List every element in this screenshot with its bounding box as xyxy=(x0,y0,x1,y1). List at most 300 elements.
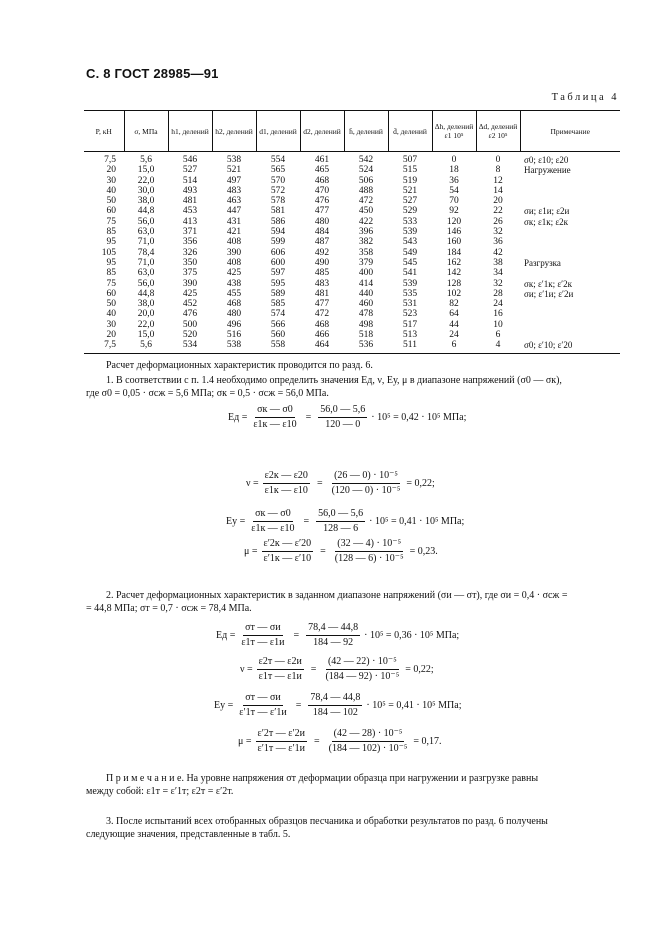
table-row xyxy=(84,176,620,186)
table-cell-note: σ0; ε10; ε20 xyxy=(524,155,569,165)
table-cell: 460 xyxy=(358,299,374,310)
table-cell: 468 xyxy=(314,175,330,186)
table-cell: 16 xyxy=(493,309,503,320)
table-cell: 44,8 xyxy=(137,288,155,299)
formula-numerator: (32 — 4) · 10⁻⁵ xyxy=(335,538,403,552)
formula-denominator: (120 — 0) · 10⁻⁵ xyxy=(331,485,401,496)
paragraph-intro: Расчет деформационных характеристик проводится по разд. 6. xyxy=(106,360,373,371)
table-cell: 7,5 xyxy=(104,155,116,165)
table-caption: Таблица 4 xyxy=(551,92,619,103)
table-cell: 484 xyxy=(314,227,330,238)
table-cell: 519 xyxy=(402,175,418,186)
table-cell: 554 xyxy=(270,155,286,165)
table-cell: 36 xyxy=(449,175,459,186)
formula-equals: = xyxy=(316,477,323,489)
formula-numerator: ε2к — ε20 xyxy=(263,470,310,484)
formula-nu-2 xyxy=(240,656,434,683)
formula-fraction xyxy=(263,470,310,497)
column-header: d̄, делений xyxy=(388,111,432,152)
formula-fraction xyxy=(256,728,308,755)
table-cell: 38,0 xyxy=(137,196,155,207)
table-cell: 541 xyxy=(402,268,418,279)
table-row xyxy=(84,165,620,175)
table-cell: 382 xyxy=(358,237,374,248)
formula-lhs: Eу = xyxy=(214,699,234,711)
table-cell: 24 xyxy=(493,299,503,310)
table-cell: 40 xyxy=(106,185,116,196)
table-cell: 516 xyxy=(226,330,242,341)
table-cell: 478 xyxy=(358,309,374,320)
table-cell: 536 xyxy=(344,340,388,353)
formula-denominator: ε1т — ε1и xyxy=(241,637,285,648)
table-cell: 358 xyxy=(358,247,374,258)
table-cell: 500 xyxy=(182,319,198,330)
table-cell: 463 xyxy=(226,196,242,207)
table-cell: 566 xyxy=(270,319,286,330)
table-cell: 162 xyxy=(446,257,462,268)
table-row xyxy=(84,248,620,258)
table-row xyxy=(84,279,620,289)
paragraph-line: = 44,8 МПа; σт = 0,7 · σсж = 78,4 МПа. xyxy=(86,603,252,614)
table-cell: 414 xyxy=(358,278,374,289)
table-cell: 481 xyxy=(182,196,198,207)
formula-rhs: = 0,22; xyxy=(405,663,434,675)
table-cell: 524 xyxy=(358,165,374,176)
table-cell: 476 xyxy=(182,309,198,320)
formula-rhs: · 10⁵ = 0,41 · 10⁵ МПа; xyxy=(369,515,465,527)
formula-fraction xyxy=(251,404,298,431)
table-cell: 461 xyxy=(314,155,330,165)
data-table xyxy=(84,110,620,354)
table-cell: 95 xyxy=(106,237,116,248)
table-cell: 581 xyxy=(270,206,286,217)
table-cell: 63,0 xyxy=(137,268,155,279)
table-cell: 85 xyxy=(106,227,116,238)
table-cell: 585 xyxy=(270,299,286,310)
table-cell: 356 xyxy=(182,237,198,248)
formula-equals: = xyxy=(314,735,320,747)
formula-denominator: 128 — 6 xyxy=(323,523,359,534)
table-cell: 468 xyxy=(314,319,330,330)
formula-fraction xyxy=(330,470,403,497)
table-cell-note: σи; ε1и; ε2и xyxy=(524,206,570,217)
formula-equals: = xyxy=(305,411,312,423)
table-cell: 146 xyxy=(446,227,462,238)
paragraph-line: 2. Расчет деформационных характеристик в заданном диапазоне напряжений (σи — σт), где σи = 0,4 · σсж = xyxy=(106,590,568,601)
table-cell: 14 xyxy=(493,185,503,196)
table-cell: 533 xyxy=(402,216,418,227)
formula-numerator: (26 — 0) · 10⁻⁵ xyxy=(332,470,400,484)
table-cell: 396 xyxy=(358,227,374,238)
table-cell: 600 xyxy=(270,257,286,268)
formula-numerator: (42 — 22) · 10⁻⁵ xyxy=(326,656,399,670)
table-cell: 60 xyxy=(106,206,116,217)
formula-equals: = xyxy=(293,629,300,641)
formula-lhs: μ = xyxy=(244,545,258,557)
table-cell: 0 xyxy=(451,155,457,165)
table-cell: 375 xyxy=(182,268,198,279)
table-cell: 421 xyxy=(226,227,242,238)
table-cell: 472 xyxy=(314,309,330,320)
table-cell: 487 xyxy=(314,237,330,248)
table-cell: 326 xyxy=(182,247,198,258)
table-cell: 496 xyxy=(226,319,242,330)
formula-fraction xyxy=(262,538,314,565)
formula-numerator: 56,0 — 5,6 xyxy=(316,508,365,522)
table-cell: 497 xyxy=(226,175,242,186)
table-cell: 450 xyxy=(358,206,374,217)
table-cell: 476 xyxy=(314,196,330,207)
formula-numerator: 78,4 — 44,8 xyxy=(306,622,360,636)
formula-fraction xyxy=(318,404,367,431)
formula-ey-1 xyxy=(226,508,464,535)
table-cell: 558 xyxy=(256,340,300,353)
table-cell: 26 xyxy=(493,216,503,227)
formula-rhs: · 10⁵ = 0,42 · 10⁵ МПа; xyxy=(371,411,467,423)
table-cell: 105 xyxy=(101,247,116,258)
table-cell: 586 xyxy=(270,216,286,227)
table-cell: 7,5 xyxy=(84,340,124,353)
formula-nu-1 xyxy=(246,470,435,497)
formula-ed-1 xyxy=(228,404,466,431)
table-cell: 565 xyxy=(270,165,286,176)
table-cell: 539 xyxy=(402,227,418,238)
table-cell-note: σк; ε1к; ε2к xyxy=(524,216,569,227)
table-cell: 511 xyxy=(388,340,432,353)
formula-denominator: 120 — 0 xyxy=(325,419,361,430)
table-cell: 408 xyxy=(226,237,242,248)
table-cell: 468 xyxy=(226,299,242,310)
formula-rhs: = 0,23. xyxy=(409,545,438,557)
formula-fraction xyxy=(323,656,401,683)
formula-denominator: ε′1к — ε′10 xyxy=(263,553,312,564)
formula-numerator: ε2т — ε2и xyxy=(257,656,304,670)
formula-rhs: · 10⁵ = 0,36 · 10⁵ МПа; xyxy=(364,629,460,641)
table-cell: 546 xyxy=(182,155,198,165)
table-cell-note xyxy=(520,237,620,247)
table-cell: 521 xyxy=(226,165,242,176)
table-cell: 71,0 xyxy=(137,237,155,248)
formula-fraction xyxy=(333,538,406,565)
formula-fraction xyxy=(308,692,362,719)
table-cell: 18 xyxy=(449,165,459,176)
table-cell: 594 xyxy=(270,227,286,238)
table-cell: 30 xyxy=(106,319,116,330)
table-cell: 30,0 xyxy=(137,185,155,196)
table-cell: 92 xyxy=(449,206,459,217)
table-cell: 498 xyxy=(358,319,374,330)
formula-lhs: Eу = xyxy=(226,515,246,527)
formula-denominator: ε1к — ε10 xyxy=(251,523,295,534)
table-cell: 5,6 xyxy=(124,340,168,353)
table-cell: 371 xyxy=(182,227,198,238)
table-cell: 466 xyxy=(314,330,330,341)
table-cell: 506 xyxy=(358,175,374,186)
table-cell: 4 xyxy=(476,340,520,353)
table-cell: 422 xyxy=(358,216,374,227)
table-row xyxy=(84,196,620,206)
table-cell: 128 xyxy=(446,278,462,289)
table-cell: 42 xyxy=(493,247,503,258)
table-cell: 447 xyxy=(226,206,242,217)
table-cell: 520 xyxy=(182,330,198,341)
formula-denominator: 184 — 92 xyxy=(313,637,354,648)
formula-equals: = xyxy=(303,515,310,527)
table-cell: 32 xyxy=(493,278,503,289)
table-cell: 60 xyxy=(106,288,116,299)
table-cell: 515 xyxy=(402,165,418,176)
table-cell: 578 xyxy=(270,196,286,207)
table-cell: 30 xyxy=(106,175,116,186)
table-row xyxy=(84,299,620,309)
table-cell: 549 xyxy=(402,247,418,258)
column-header: Примечание xyxy=(520,111,620,152)
table-cell: 75 xyxy=(106,278,116,289)
formula-equals: = xyxy=(320,545,326,557)
table-cell: 20 xyxy=(106,165,116,176)
table-cell: 102 xyxy=(446,288,462,299)
table-cell: 160 xyxy=(446,237,462,248)
table-cell: 507 xyxy=(402,155,418,165)
formula-lhs: ν = xyxy=(240,663,253,675)
table-cell: 488 xyxy=(358,185,374,196)
page-header: С. 8 ГОСТ 28985—91 xyxy=(86,66,219,81)
table-cell-note xyxy=(520,330,620,340)
column-header: h1, делений xyxy=(168,111,212,152)
formula-numerator: σт — σи xyxy=(243,692,283,706)
table-cell: 543 xyxy=(402,237,418,248)
table-cell: 50 xyxy=(106,196,116,207)
formula-fraction xyxy=(327,728,410,755)
table-cell: 22,0 xyxy=(137,319,155,330)
paragraph-step3 xyxy=(86,815,620,841)
table-cell: 54 xyxy=(449,185,459,196)
table-cell: 20 xyxy=(493,196,503,207)
table-cell: 539 xyxy=(402,278,418,289)
table-cell-note xyxy=(520,309,620,319)
table-cell: 44 xyxy=(449,319,459,330)
table-cell: 70 xyxy=(449,196,459,207)
column-header: P, кН xyxy=(84,111,124,152)
table-row xyxy=(84,237,620,247)
table-cell: 20 xyxy=(106,330,116,341)
table-cell: 529 xyxy=(402,206,418,217)
table-cell: 481 xyxy=(314,288,330,299)
table-cell: 492 xyxy=(314,247,330,258)
table-cell: 493 xyxy=(182,185,198,196)
table-cell: 431 xyxy=(226,216,242,227)
table-cell-note xyxy=(520,176,620,186)
table-cell: 480 xyxy=(314,216,330,227)
table-cell: 413 xyxy=(182,216,198,227)
table-cell-note xyxy=(520,299,620,309)
table-cell: 12 xyxy=(493,175,503,186)
column-header: σ, МПа xyxy=(124,111,168,152)
table-cell: 477 xyxy=(314,299,330,310)
table-cell-note xyxy=(520,248,620,258)
table-cell-note xyxy=(520,186,620,196)
paragraph-line: следующие значения, представленные в табл. 5. xyxy=(86,829,291,840)
formula-ed-2 xyxy=(216,622,459,649)
formula-numerator: 78,4 — 44,8 xyxy=(308,692,362,706)
table-cell: 120 xyxy=(446,216,462,227)
table-row xyxy=(84,217,620,227)
table-cell: 50 xyxy=(106,299,116,310)
formula-lhs: μ = xyxy=(238,735,252,747)
table-cell-note: Нагружение xyxy=(524,165,571,176)
table-cell: 464 xyxy=(300,340,344,353)
table-cell: 32 xyxy=(493,227,503,238)
formula-rhs: · 10⁵ = 0,41 · 10⁵ МПа; xyxy=(366,699,462,711)
table-cell: 480 xyxy=(226,309,242,320)
table-row xyxy=(84,330,620,340)
paragraph-step1 xyxy=(86,374,620,400)
paragraph-line: между собой: ε1т = ε′1т; ε2т = ε′2т. xyxy=(86,786,234,797)
table-cell: 350 xyxy=(182,257,198,268)
formula-denominator: ε1к — ε10 xyxy=(253,419,297,430)
formula-lhs: ν = xyxy=(246,477,259,489)
table-cell: 470 xyxy=(314,185,330,196)
table-cell: 527 xyxy=(182,165,198,176)
table-cell: 599 xyxy=(270,237,286,248)
table-cell: 379 xyxy=(358,257,374,268)
table-cell: 34 xyxy=(493,268,503,279)
table-cell: 472 xyxy=(358,196,374,207)
column-header: h2, делений xyxy=(212,111,256,152)
table-header-row xyxy=(84,111,620,152)
table-cell: 20,0 xyxy=(137,309,155,320)
table-cell: 597 xyxy=(270,268,286,279)
paragraph-line: 1. В соответствии с п. 1.4 необходимо определить значения Eд, ν, Eу, μ в диапазоне напряжений (σ0 — σк), xyxy=(106,375,562,386)
table-cell: 570 xyxy=(270,175,286,186)
table-cell: 531 xyxy=(402,299,418,310)
formula-fraction xyxy=(306,622,360,649)
formula-rhs: = 0,17. xyxy=(413,735,442,747)
paragraph-note xyxy=(86,772,620,798)
formula-equals: = xyxy=(310,663,317,675)
table-row xyxy=(84,340,620,353)
formula-denominator: ε′1т — ε′1и xyxy=(239,707,287,718)
table-row xyxy=(84,289,620,299)
table-cell: 38 xyxy=(493,257,503,268)
formula-equals: = xyxy=(295,699,302,711)
table-cell: 518 xyxy=(358,330,374,341)
table-cell-note xyxy=(520,196,620,206)
table-cell: 527 xyxy=(402,196,418,207)
formula-fraction xyxy=(316,508,365,535)
table-row xyxy=(84,320,620,330)
table-cell: 572 xyxy=(270,185,286,196)
table-cell: 538 xyxy=(226,155,242,165)
formula-denominator: ε1к — ε10 xyxy=(264,485,308,496)
table-cell: 36 xyxy=(493,237,503,248)
table-cell: 517 xyxy=(402,319,418,330)
column-header: Δd, делений ε2 10⁵ xyxy=(476,111,520,152)
table-cell: 64 xyxy=(449,309,459,320)
formula-denominator: (184 — 92) · 10⁻⁵ xyxy=(325,671,400,682)
table-cell: 483 xyxy=(226,185,242,196)
table-cell: 85 xyxy=(106,268,116,279)
table-cell: 545 xyxy=(402,257,418,268)
formula-ey-2 xyxy=(214,692,462,719)
table-cell: 542 xyxy=(358,155,374,165)
formula-numerator: σк — σ0 xyxy=(255,404,295,418)
table-cell: 465 xyxy=(314,165,330,176)
column-header: d2, делений xyxy=(300,111,344,152)
table-cell: 483 xyxy=(314,278,330,289)
table-cell: 56,0 xyxy=(137,278,155,289)
formula-numerator: (42 — 28) · 10⁻⁵ xyxy=(332,728,405,742)
table-cell: 490 xyxy=(314,257,330,268)
table-cell: 513 xyxy=(402,330,418,341)
table-cell: 440 xyxy=(358,288,374,299)
table-cell: 184 xyxy=(446,247,462,258)
table-cell: 28 xyxy=(493,288,503,299)
table-cell: 538 xyxy=(212,340,256,353)
table-cell: 560 xyxy=(270,330,286,341)
table-cell: 71,0 xyxy=(137,257,155,268)
paragraph-line: П р и м е ч а н и е. На уровне напряжения σт деформации образца при нагружении и разгрузке равны xyxy=(106,773,539,784)
table-cell: 390 xyxy=(226,247,242,258)
table-cell-note xyxy=(520,320,620,330)
formula-numerator: σт — σи xyxy=(243,622,283,636)
table-cell: 390 xyxy=(182,278,198,289)
formula-lhs: Eд = xyxy=(228,411,248,423)
table-cell: 15,0 xyxy=(137,330,155,341)
paragraph-step2 xyxy=(86,589,620,615)
formula-numerator: ε′2к — ε′20 xyxy=(262,538,314,552)
formula-fraction xyxy=(239,622,286,649)
table-cell-note: σк; ε′1к; ε′2к xyxy=(524,278,572,289)
formula-denominator: (128 — 6) · 10⁻⁵ xyxy=(334,553,404,564)
table-cell: 82 xyxy=(449,299,459,310)
table-cell: 595 xyxy=(270,278,286,289)
table-cell-note: Разгрузка xyxy=(524,257,561,268)
table-row xyxy=(84,227,620,237)
table-cell: 40 xyxy=(106,309,116,320)
table-cell: 534 xyxy=(168,340,212,353)
formula-fraction xyxy=(249,508,296,535)
formula-lhs: Eд = xyxy=(216,629,236,641)
table-cell: 5,6 xyxy=(140,155,152,165)
column-header: d1, делений xyxy=(256,111,300,152)
table-cell-note: σ0; ε′10; ε′20 xyxy=(520,340,620,353)
formula-mu-2 xyxy=(238,728,442,755)
column-header: h̄, делений xyxy=(344,111,388,152)
table-cell: 574 xyxy=(270,309,286,320)
table-cell: 523 xyxy=(402,309,418,320)
table-cell: 453 xyxy=(182,206,198,217)
table-cell: 606 xyxy=(270,247,286,258)
table-cell: 485 xyxy=(314,268,330,279)
table-row xyxy=(84,186,620,196)
formula-numerator: 56,0 — 5,6 xyxy=(318,404,367,418)
table-cell: 589 xyxy=(270,288,286,299)
table-cell: 95 xyxy=(106,257,116,268)
table-row xyxy=(84,258,620,268)
table-cell: 521 xyxy=(402,185,418,196)
table-cell: 10 xyxy=(493,319,503,330)
table-cell: 514 xyxy=(182,175,198,186)
table-cell: 425 xyxy=(226,268,242,279)
table-cell: 22,0 xyxy=(137,175,155,186)
table-cell: 0 xyxy=(495,155,501,165)
formula-fraction xyxy=(257,656,304,683)
table-cell: 477 xyxy=(314,206,330,217)
table-cell: 8 xyxy=(495,165,501,176)
table-cell: 455 xyxy=(226,288,242,299)
formula-denominator: ε1т — ε1и xyxy=(258,671,302,682)
